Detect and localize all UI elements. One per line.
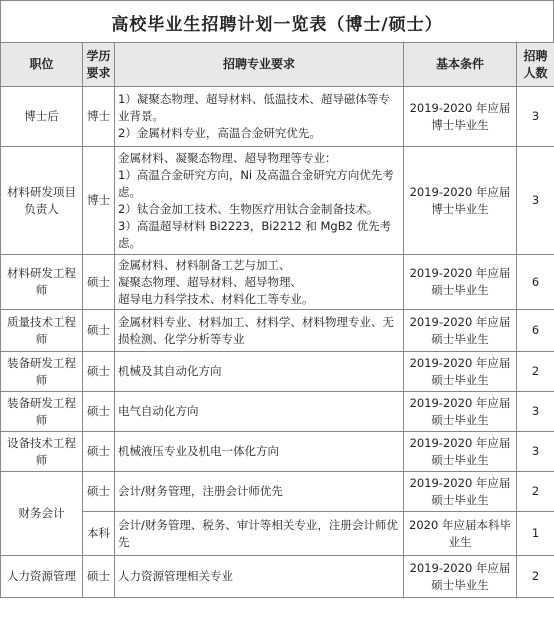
- requirement-line: 金属材料、凝聚态物理、超导物理等专业：: [118, 150, 337, 165]
- header-basic-conditions: 基本条件: [404, 43, 517, 87]
- education-cell: 硕士: [83, 255, 115, 310]
- conditions-cell: 2019-2020 年应届硕士毕业生: [404, 432, 517, 472]
- requirements-cell: [115, 87, 404, 147]
- requirements-cell: [115, 147, 404, 255]
- headcount-cell: 6: [517, 310, 554, 352]
- conditions-cell: 2019-2020 年应届博士毕业生: [404, 147, 517, 255]
- education-cell: 本科: [83, 512, 115, 556]
- table-row: [1, 392, 554, 432]
- headcount-cell: 1: [517, 512, 554, 556]
- header-education: 学历要求: [83, 43, 115, 87]
- education-cell: 硕士: [83, 392, 115, 432]
- conditions-cell: 2019-2020 年应届硕士毕业生: [404, 472, 517, 512]
- conditions-cell: 2019-2020 年应届硕士毕业生: [404, 352, 517, 392]
- requirements-cell: 人力资源管理相关专业: [115, 556, 404, 598]
- position-cell: 装备研发工程师: [1, 352, 83, 392]
- position-cell: 博士后: [1, 87, 83, 147]
- headcount-cell: 2: [517, 352, 554, 392]
- education-cell: 硕士: [83, 352, 115, 392]
- table-row: [1, 556, 554, 598]
- table-row: [1, 512, 554, 556]
- headcount-cell: 3: [517, 147, 554, 255]
- page-title: 高校毕业生招聘计划一览表（博士/硕士）: [0, 0, 554, 43]
- requirements-cell: [115, 255, 404, 310]
- table-row: [1, 147, 554, 255]
- education-cell: 硕士: [83, 556, 115, 598]
- requirements-cell: 会计/财务管理、税务、审计等相关专业，注册会计师优先: [115, 512, 404, 556]
- education-cell: 硕士: [83, 310, 115, 352]
- position-cell: 财务会计: [1, 472, 83, 556]
- table-row: [1, 310, 554, 352]
- headcount-cell: 2: [517, 472, 554, 512]
- conditions-cell: 2019-2020 年应届硕士毕业生: [404, 556, 517, 598]
- position-cell: 人力资源管理: [1, 556, 83, 598]
- conditions-cell: 2020 年应届本科毕业生: [404, 512, 517, 556]
- header-major-requirements: 招聘专业要求: [115, 43, 404, 87]
- headcount-cell: 3: [517, 87, 554, 147]
- table-row: [1, 255, 554, 310]
- headcount-cell: 2: [517, 556, 554, 598]
- requirements-cell: 机械及其自动化方向: [115, 352, 404, 392]
- requirement-line: 金属材料、材料制备工艺与加工、: [118, 257, 291, 272]
- header-position: 职位: [1, 43, 83, 87]
- headcount-cell: 3: [517, 432, 554, 472]
- table-row: [1, 352, 554, 392]
- header-headcount: 招聘人数: [517, 43, 554, 87]
- education-cell: 博士: [83, 87, 115, 147]
- position-cell: 材料研发工程师: [1, 255, 83, 310]
- position-cell: 质量技术工程师: [1, 310, 83, 352]
- education-cell: 硕士: [83, 472, 115, 512]
- position-cell: 装备研发工程师: [1, 392, 83, 432]
- table-row: [1, 432, 554, 472]
- headcount-cell: 6: [517, 255, 554, 310]
- conditions-cell: 2019-2020 年应届硕士毕业生: [404, 310, 517, 352]
- conditions-cell: 2019-2020 年应届硕士毕业生: [404, 392, 517, 432]
- requirement-line: 2）钛合金加工技术、生物医疗用钛合金制备技术。: [118, 201, 379, 216]
- requirement-line: 凝聚态物理、超导材料、超导物理、: [118, 274, 302, 289]
- table-row: [1, 87, 554, 147]
- table-row: [1, 472, 554, 512]
- requirement-line: 2）金属材料专业，高温合金研究优先。: [118, 126, 321, 140]
- table-header-row: [1, 43, 554, 87]
- headcount-cell: 3: [517, 392, 554, 432]
- education-cell: 博士: [83, 147, 115, 255]
- requirements-cell: 会计/财务管理，注册会计师优先: [115, 472, 404, 512]
- position-cell: 材料研发项目负责人: [1, 147, 83, 255]
- recruitment-table: [0, 42, 554, 598]
- education-cell: 硕士: [83, 432, 115, 472]
- requirement-line: 3）高温超导材料 Bi2223，Bi2212 和 MgB2 优先考虑。: [118, 218, 392, 250]
- requirements-cell: 机械液压专业及机电一体化方向: [115, 432, 404, 472]
- conditions-cell: 2019-2020 年应届硕士毕业生: [404, 255, 517, 310]
- position-cell: 设备技术工程师: [1, 432, 83, 472]
- requirement-line: 超导电力科学技术、材料化工等专业。: [118, 291, 314, 306]
- requirement-line: 1）高温合金研究方向，Ni 及高温合金研究方向优先考虑。: [118, 167, 394, 199]
- requirements-cell: 电气自动化方向: [115, 392, 404, 432]
- conditions-cell: 2019-2020 年应届博士毕业生: [404, 87, 517, 147]
- requirements-cell: 金属材料专业、材料加工、材料学、材料物理专业、无损检测、化学分析等专业: [115, 310, 404, 352]
- requirement-line: 1）凝聚态物理、超导材料、低温技术、超导磁体等专业背景。: [118, 92, 390, 123]
